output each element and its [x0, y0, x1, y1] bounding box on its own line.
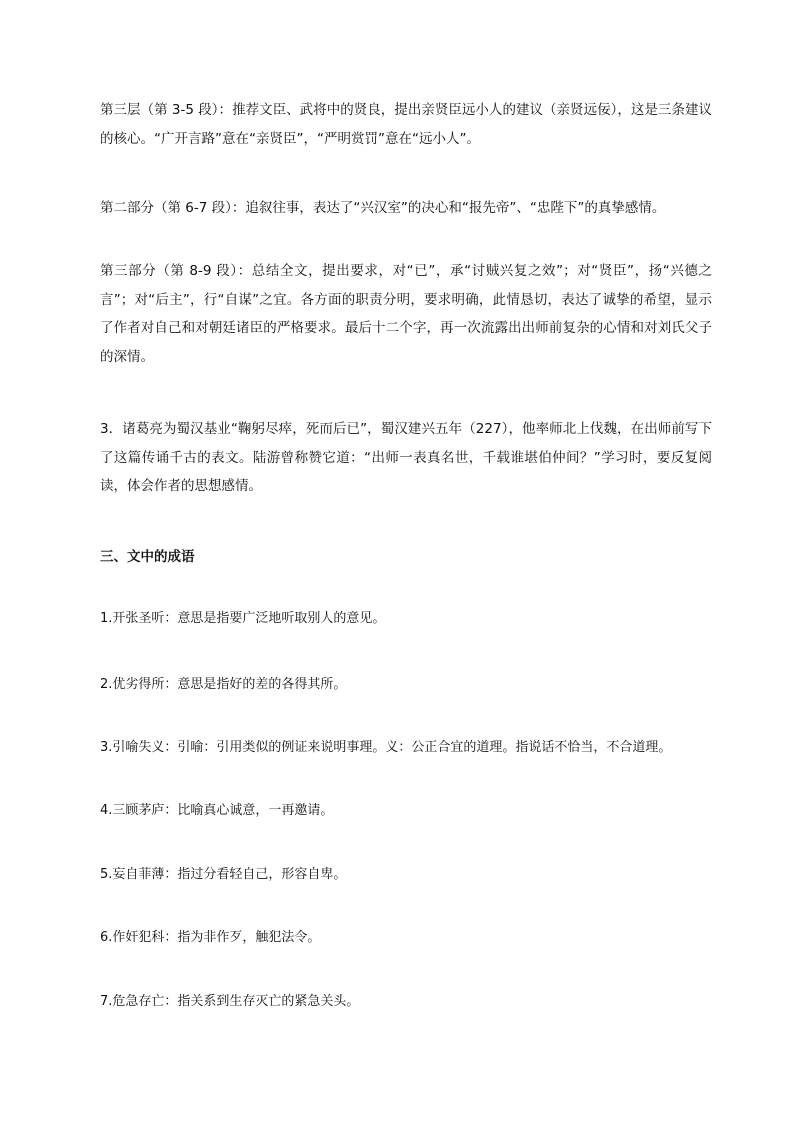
paragraph-part-three: 第三部分（第 8-9 段）：总结全文，提出要求，对“已”，承“讨贼兴复之效”；对“贤臣”，扬“兴德之言”；对“后主”，行“自谋”之宜。各方面的职责分明，要求明确，此情恳切，表达了诚挚的希望，显示了作者对自己和对朝廷诸臣的严格要求。最后十二个字，再一次流露出出师前复杂的心情和对刘氏父子的深情。	[100, 263, 712, 365]
idiom-item: 6.作奸犯科：指为非作歹，触犯法令。	[100, 930, 321, 945]
section-heading: 三、文中的成语	[100, 549, 195, 565]
paragraph-part-two: 第二部分（第 6-7 段）：追叙往事，表达了“兴汉室”的决心和“报先帝”、“忠陛下”的真挚感情。	[100, 200, 666, 216]
idiom-item: 2.优劣得所：意思是指好的差的各得其所。	[100, 677, 347, 692]
paragraph-zhuge-liang: 3．诸葛亮为蜀汉基业“鞠躬尽瘁，死而后已”，蜀汉建兴五年（227），他率师北上伐魏，在出师前写下了这篇传诵千古的表文。陆游曾称赞它道：“出师一表真名世，千载谁堪伯仲间？”学习时，要反复阅读，体会作者的思想感情。	[100, 421, 712, 495]
idiom-item: 5.妄自菲薄：指过分看轻自己，形容自卑。	[100, 867, 347, 882]
idiom-item: 3.引喻失义：引喻：引用类似的例证来说明事理。义：公正合宜的道理。指说话不恰当，不合道理。	[100, 740, 672, 755]
idiom-item: 4.三顾茅庐：比喻真心诚意，一再邀请。	[100, 803, 334, 818]
idiom-item: 7.危急存亡：指关系到生存灭亡的紧急关头。	[100, 994, 360, 1009]
paragraph-third-layer: 第三层（第 3-5 段）：推荐文臣、武将中的贤良，提出亲贤臣远小人的建议（亲贤远佞），这是三条建议的核心。“广开言路”意在“亲贤臣”，“严明赏罚”意在“远小人”。	[100, 102, 712, 147]
idiom-item: 1.开张圣听：意思是指要广泛地听取别人的意见。	[100, 611, 386, 626]
